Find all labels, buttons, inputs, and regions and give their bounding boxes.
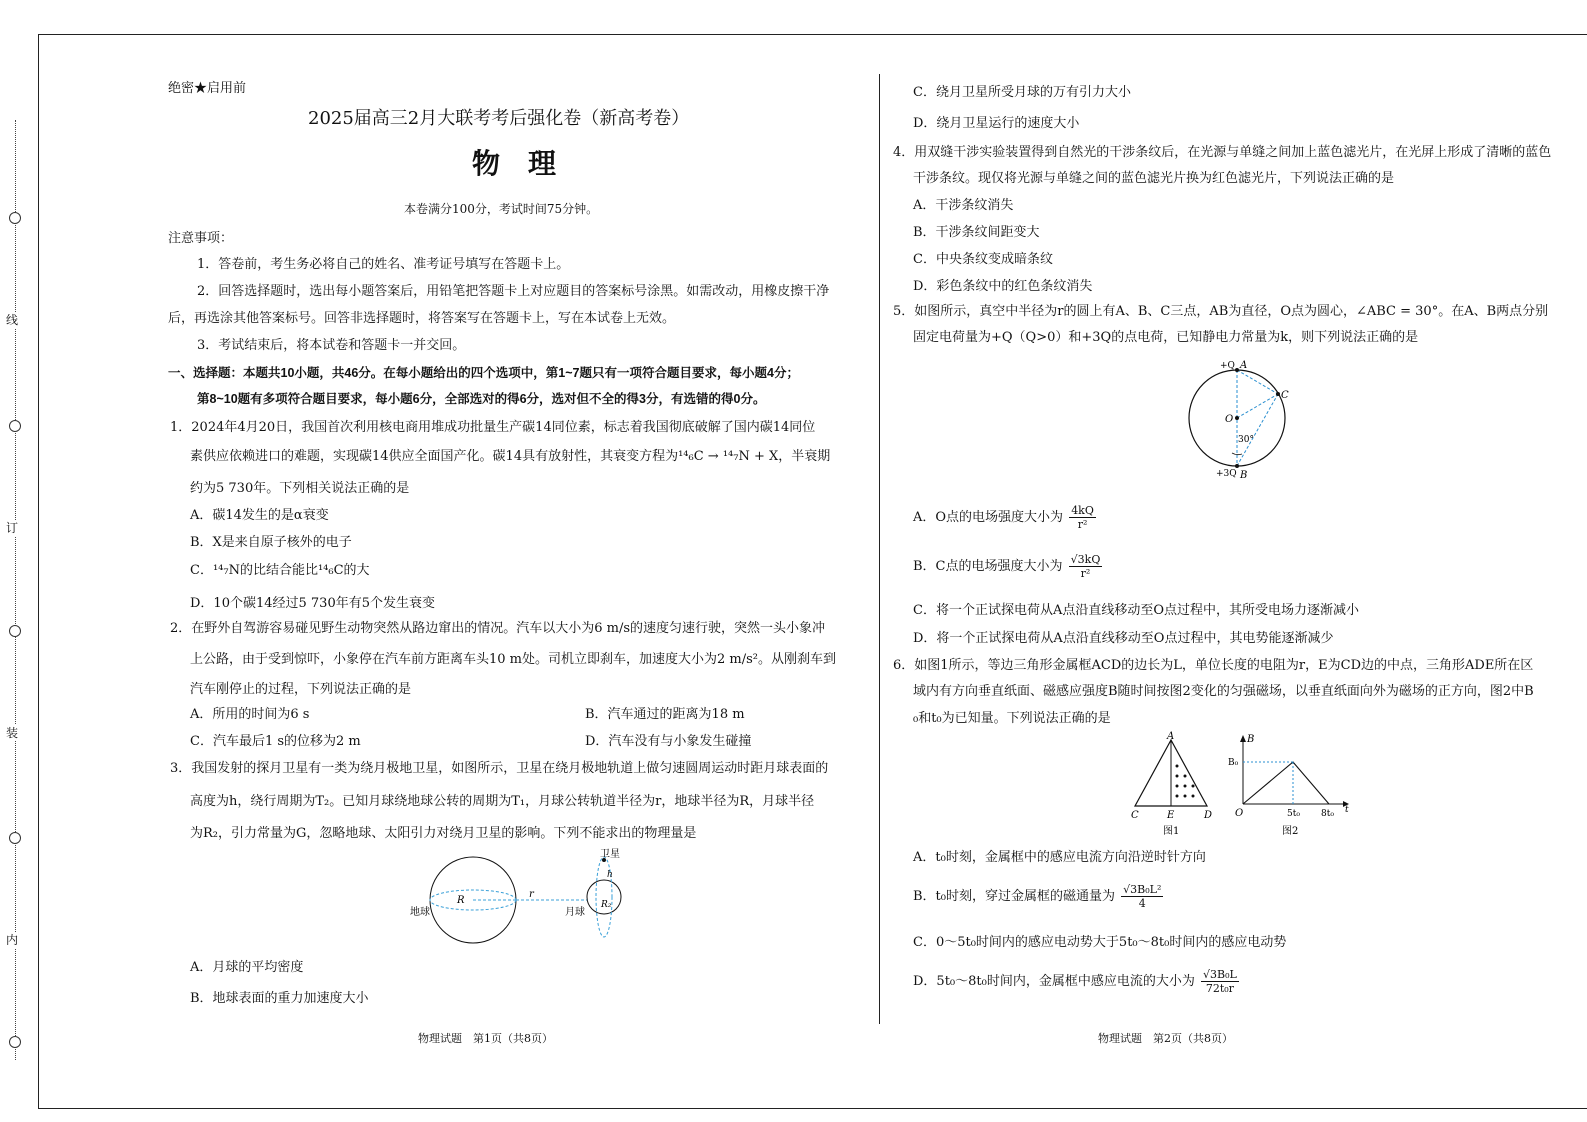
binding-hole: [9, 212, 21, 224]
label-moon-radius: R₂: [601, 900, 612, 910]
line-bc: [1237, 394, 1278, 466]
label-earth: 地球: [410, 907, 430, 918]
field-dots: [1176, 765, 1195, 798]
b-t-curve: [1243, 762, 1329, 804]
point-c: [1276, 392, 1280, 396]
label-a: A: [1167, 731, 1175, 742]
q6-stem: 域内有方向垂直纸面、磁感应强度B随时间按图2变化的匀强磁场，以垂直纸面向外为磁场的正方向，图2中B: [913, 684, 1534, 699]
label-orbit-radius: r: [529, 889, 534, 900]
q6-option-d: D．5t₀～8t₀时间内，金属框中感应电流的大小为 $\frac{\text{√3B₀L}}{\text{72t₀r}}$: [913, 968, 1237, 995]
q3-stem: 高度为h，绕行周期为T₂。已知月球绕地球公转的周期为T₁，月球公转轨道半径为r，地球半径为R，月球半径: [190, 794, 815, 809]
q1-option-d: D．10个碳14经过5 730年有5个发生衰变: [190, 596, 435, 611]
column-divider: [879, 74, 880, 1024]
b-axis-arrow: [1240, 735, 1246, 742]
label-plus-3q: +3Q: [1216, 469, 1237, 479]
label-t: t: [1345, 805, 1349, 815]
label-30-deg: 30°: [1238, 435, 1254, 445]
q5-stem: 固定电荷量为+Q（Q>0）和+3Q的点电荷，已知静电力常量为k，则下列说法正确的是: [913, 330, 1419, 345]
binding-char-ding: 订: [6, 521, 19, 535]
q6-triangle-figure: [1125, 730, 1220, 840]
label-c: C: [1131, 810, 1139, 821]
page-footer-right: 物理试题 第2页（共8页）: [1098, 1032, 1233, 1045]
q6-option-b: B．t₀时刻，穿过金属框的磁通量为 $\frac{\text{√3B₀L²}}{4}$: [913, 883, 1162, 910]
q2-option-a: A．所用的时间为6 s: [190, 707, 310, 722]
label-b0: B₀: [1228, 758, 1239, 768]
q4-stem: 干涉条纹。现仅将光源与单缝之间的蓝色滤光片换为红色滤光片，下列说法正确的是: [913, 171, 1395, 186]
binding-dotted-line: [15, 120, 16, 1060]
exam-title: 2025届高三2月大联考考后强化卷（新高考卷）: [308, 108, 690, 129]
notice-item: 3．考试结束后，将本试卷和答题卡一并交回。: [197, 338, 466, 353]
notice-item: 1．答卷前，考生务必将自己的姓名、准考证号填写在答题卡上。: [197, 257, 570, 272]
q1-option-b: B．X是来自原子核外的电子: [190, 535, 352, 550]
score-info: 本卷满分100分，考试时间75分钟。: [404, 202, 599, 216]
q3-option-b: B．地球表面的重力加速度大小: [190, 991, 369, 1006]
label-o: O: [1235, 808, 1244, 819]
binding-strip: [0, 120, 30, 1060]
notice-heading: 注意事项：: [168, 230, 234, 245]
label-b: B: [1247, 734, 1255, 745]
label-moon: 月球: [565, 907, 585, 918]
subject-title: 物 理: [472, 147, 557, 180]
label-d: D: [1204, 810, 1213, 821]
q3-orbit-figure: [405, 845, 635, 950]
label-8t0: 8t₀: [1321, 809, 1334, 819]
q4-option-c: C．中央条纹变成暗条纹: [913, 252, 1053, 267]
q2-stem: 2．在野外自驾游容易碰见野生动物突然从路边窜出的情况。汽车以大小为6 m/s的速度匀速行驶，突然一头小象冲: [170, 621, 826, 636]
q3-option-d: D．绕月卫星运行的速度大小: [913, 116, 1080, 131]
q5-option-b: B．C点的电场强度大小为 $\frac{√3kQ}{\text{r²}}$: [913, 553, 1101, 580]
label-e: E: [1167, 810, 1175, 821]
q2-option-c: C．汽车最后1 s的位移为2 m: [190, 734, 361, 749]
q6-option-c: C．0～5t₀时间内的感应电动势大于5t₀～8t₀时间内的感应电动势: [913, 935, 1287, 950]
q3-stem: 为R₂，引力常量为G，忽略地球、太阳引力对绕月卫星的影响。下列不能求出的物理量是: [190, 826, 697, 841]
section-heading-cont: 第8~10题有多项符合题目要求，每小题6分，全部选对的得6分，选对但不全的得3分，有选错的得0分。: [197, 392, 766, 406]
q6-stem: 6．如图1所示，等边三角形金属框ACD的边长为L，单位长度的电阻为r，E为CD边的中点，三角形ADE所在区: [893, 658, 1534, 673]
q5-circle-figure: [1180, 356, 1300, 481]
q4-option-b: B．干涉条纹间距变大: [913, 225, 1040, 240]
binding-hole: [9, 832, 21, 844]
binding-hole: [9, 625, 21, 637]
q1-option-c: C．¹⁴₇N的比结合能比¹⁴₆C的大: [190, 563, 370, 578]
figure1-caption: 图1: [1163, 826, 1180, 837]
label-b: B: [1240, 470, 1248, 481]
q6-option-a: A．t₀时刻，金属框中的感应电流方向沿逆时针方向: [913, 850, 1206, 865]
notice-item: 后，再选涂其他答案标号。回答非选择题时，将答案写在答题卡上，写在本试卷上无效。: [168, 311, 676, 326]
q2-option-d: D．汽车没有与小象发生碰撞: [585, 734, 752, 749]
q1-stem: 素供应依赖进口的难题，实现碳14供应全面国产化。碳14具有放射性，其衰变方程为¹⁴₆C → ¹⁴₇N + X，半衰期: [190, 449, 831, 464]
polar-orbit: [596, 857, 612, 937]
q2-option-b: B．汽车通过的距离为18 m: [585, 707, 745, 722]
line-oc: [1237, 394, 1278, 418]
q1-stem: 1．2024年4月20日，我国首次利用核电商用堆成功批量生产碳14同位素，标志着我国彻底破解了国内碳14同位: [170, 420, 816, 435]
label-a: A: [1240, 360, 1248, 371]
q2-stem: 上公路，由于受到惊吓，小象停在汽车前方距离车头10 m处。司机立即刹车，加速度大小为2 m/s²。从刚刹车到: [190, 652, 836, 667]
figure2-caption: 图2: [1282, 826, 1299, 837]
label-satellite: 卫星: [600, 849, 620, 860]
secret-label: 绝密★启用前: [168, 80, 247, 95]
q5-option-d: D．将一个正试探电荷从A点沿直线移动至O点过程中，其电势能逐渐减少: [913, 631, 1334, 646]
q4-option-d: D．彩色条纹中的红色条纹消失: [913, 279, 1093, 294]
q2-stem: 汽车刚停止的过程，下列说法正确的是: [190, 682, 412, 697]
label-5t0: 5t₀: [1287, 809, 1300, 819]
q4-stem: 4．用双缝干涉实验装置得到自然光的干涉条纹后，在光源与单缝之间加上蓝色滤光片，在光屏上形成了清晰的蓝色: [893, 145, 1552, 160]
q6-graph-figure: [1225, 732, 1355, 840]
q3-option-a: A．月球的平均密度: [190, 960, 304, 975]
binding-hole: [9, 1036, 21, 1048]
q1-stem: 约为5 730年。下列相关说法正确的是: [190, 481, 410, 496]
label-height: h: [607, 870, 613, 880]
page-footer-left: 物理试题 第1页（共8页）: [418, 1032, 553, 1045]
angle-arc: [1232, 453, 1242, 455]
point-a: [1235, 368, 1239, 372]
label-o: O: [1225, 414, 1234, 425]
q5-option-a: A．O点的电场强度大小为 $\frac{4kQ}{\text{r²}}$: [913, 504, 1094, 531]
label-plus-q: +Q: [1220, 361, 1235, 371]
point-b: [1235, 464, 1239, 468]
notice-item: 2．回答选择题时，选出每小题答案后，用铅笔把答题卡上对应题目的答案标号涂黑。如需改动，用橡皮擦干净: [197, 284, 830, 299]
label-earth-radius: R: [457, 895, 465, 906]
q5-stem: 5．如图所示，真空中半径为r的圆上有A、B、C三点，AB为直径，O点为圆心，∠ABC = 30°。在A、B两点分别: [893, 304, 1549, 319]
q1-option-a: A．碳14发生的是α衰变: [190, 508, 329, 523]
binding-char-zhuang: 装: [6, 726, 19, 740]
q3-stem: 3．我国发射的探月卫星有一类为绕月极地卫星，如图所示，卫星在绕月极地轨道上做匀速圆周运动时距月球表面的: [170, 761, 829, 776]
q5-option-c: C．将一个正试探电荷从A点沿直线移动至O点过程中，其所受电场力逐渐减小: [913, 603, 1359, 618]
q3-option-c: C．绕月卫星所受月球的万有引力大小: [913, 85, 1131, 100]
binding-char-nei: 内: [6, 933, 19, 947]
label-c: C: [1281, 390, 1289, 401]
binding-char-xian: 线: [6, 313, 19, 327]
binding-hole: [9, 420, 21, 432]
q6-stem: ₀和t₀为已知量。下列说法正确的是: [913, 711, 1111, 726]
line-ac: [1237, 370, 1278, 394]
point-o: [1235, 416, 1239, 420]
section-heading: 一、选择题：本题共10小题，共46分。在每小题给出的四个选项中，第1~7题只有一项符合题目要求，每小题4分；: [168, 366, 799, 380]
q4-option-a: A．干涉条纹消失: [913, 198, 1014, 213]
q1-equation: ¹⁴₆C → ¹⁴₇N + X: [678, 449, 779, 464]
